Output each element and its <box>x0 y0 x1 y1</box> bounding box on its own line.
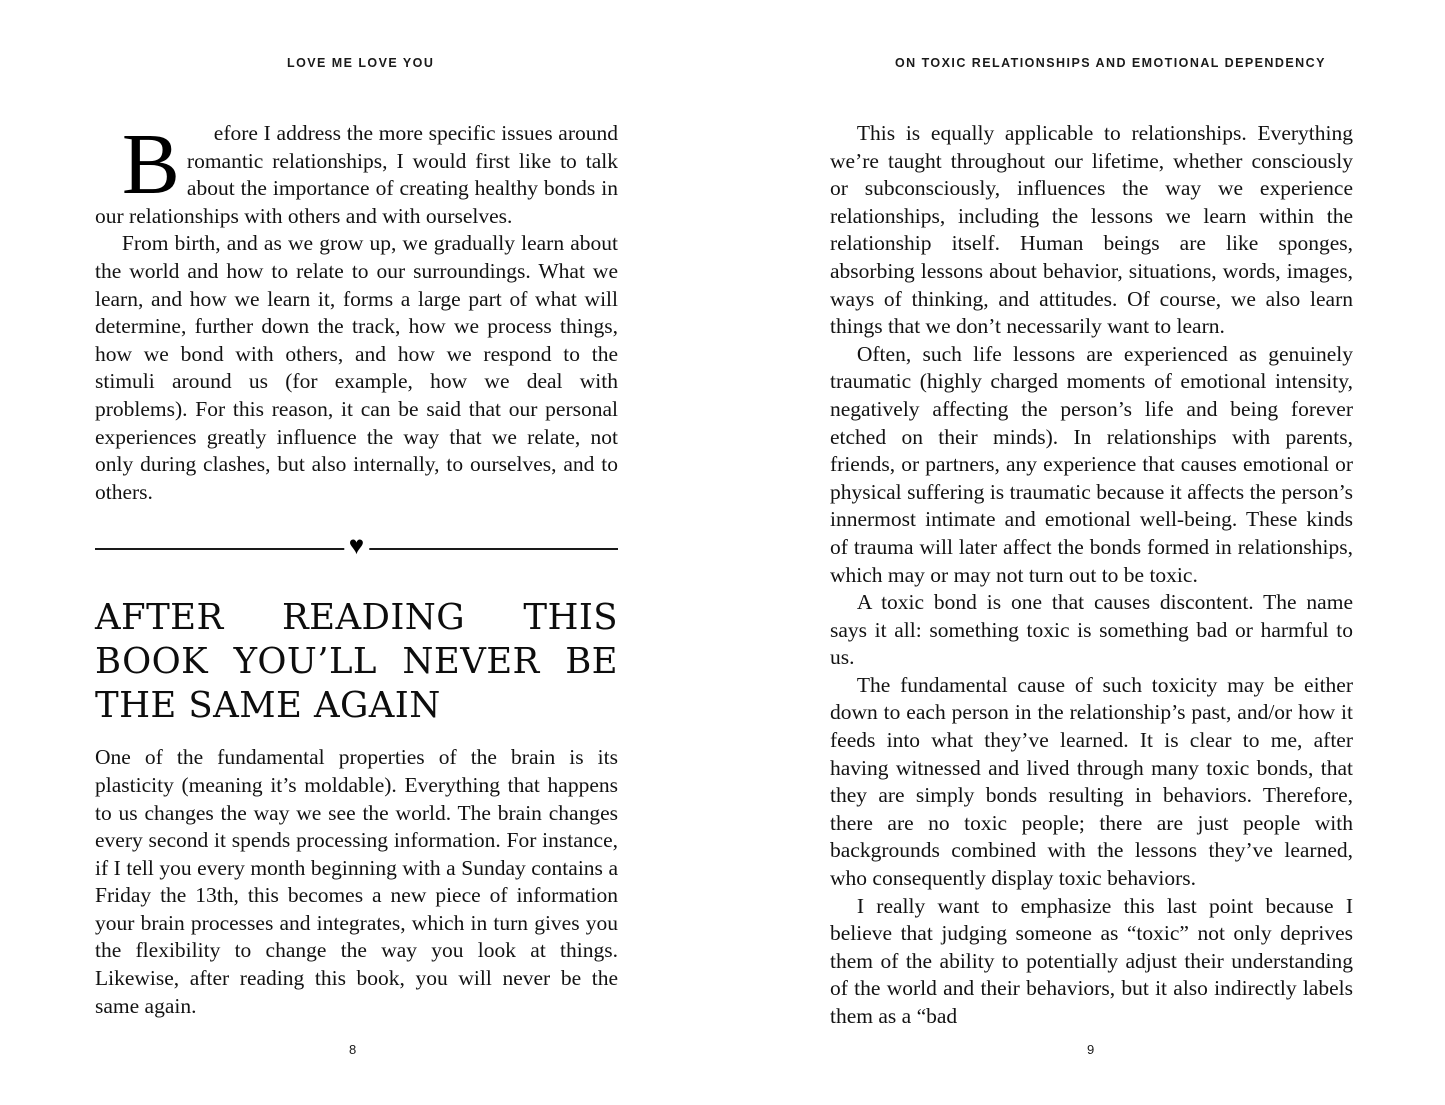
recto-page <box>830 120 1353 1031</box>
folio-verso: 8 <box>349 1042 357 1057</box>
body-paragraph: A toxic bond is one that causes discontent. The name says it all: something toxic is something bad or harmful to us. <box>830 590 1353 670</box>
body-paragraph: Often, such life lessons are experienced as genuinely traumatic (highly charged moments of emotional intensity, negatively affecting the person’s life and being forever etched on their minds). In relationships with parents, friends, or partners, any experience that causes emotional or physical suffering is traumatic because it affects the person’s innermost intimate and emotional well-being. These kinds of trauma will later affect the bonds formed in relationships, which may or may not turn out to be toxic. <box>830 341 1353 587</box>
section-divider <box>95 531 618 561</box>
running-head-recto: ON TOXIC RELATIONSHIPS AND EMOTIONAL DEPENDENCY <box>895 56 1326 70</box>
running-head-verso: LOVE ME LOVE YOU <box>287 56 435 70</box>
opening-paragraph <box>95 115 618 230</box>
body-paragraph: I really want to emphasize this last point because I believe that judging someone as “toxic” not only deprives them of the ability to potentially adjust their understanding of the world and their behaviors, but it also indirectly labels them as a “bad <box>830 893 1353 1028</box>
verso-text-column <box>95 115 618 1020</box>
folio-recto: 9 <box>1087 1042 1095 1057</box>
opening-paragraph-text: efore I address the more specific issues around romantic relationships, I would first like to talk about the importance of creating healthy bonds in our relationships with others and with ourselves. <box>95 121 618 228</box>
body-paragraph: From birth, and as we grow up, we gradually learn about the world and how to relate to our surroundings. What we learn, and how we learn it, forms a large part of what will determine, further down the track, how we process things, how we bond with others, and how we respond to the stimuli around us (for example, how we deal with problems). For this reason, it can be said that our personal experiences greatly influence the way that we relate, not only during clashes, but also internally, to ourselves, and to others. <box>95 231 618 504</box>
heart-icon: ♥ <box>344 533 369 559</box>
body-paragraph: The fundamental cause of such toxicity may be either down to each person in the relationship’s past, and/or how it feeds into what they’ve learned. It is clear to me, after having witnessed and lived through many toxic bonds, that they are simply bonds resulting in behaviors. Therefore, there are no toxic people; there are just people with backgrounds combined with the lessons they’ve learned, who consequently display toxic behaviors. <box>830 672 1353 891</box>
body-paragraph: This is equally applicable to relationships. Everything we’re taught throughout our lifetime, whether consciously or subconsciously, influences the way we experience relationships, including the lessons we learn within the relationship itself. Human beings are like sponges, absorbing lessons about behavior, situations, words, images, ways of thinking, and attitudes. Of course, we also learn things that we don’t necessarily want to learn. <box>830 121 1353 339</box>
verso-page <box>95 115 618 1020</box>
drop-cap-letter: B <box>121 115 180 212</box>
recto-text-column <box>830 120 1353 1031</box>
section-heading: AFTER READING THIS BOOK YOU’LL NEVER BE THE SAME AGAIN <box>95 597 618 727</box>
section-body-paragraph: One of the fundamental properties of the brain is its plasticity (meaning it’s moldable). Everything that happens to us changes the way we see the world. The brain changes every second it spends processing information. For instance, if I tell you every month beginning with a Sunday contains a Friday the 13th, this becomes a new piece of information your brain processes and integrates, which in turn gives you the flexibility to change the way you look at things. Likewise, after reading this book, you will never be the same again. <box>95 745 618 1018</box>
